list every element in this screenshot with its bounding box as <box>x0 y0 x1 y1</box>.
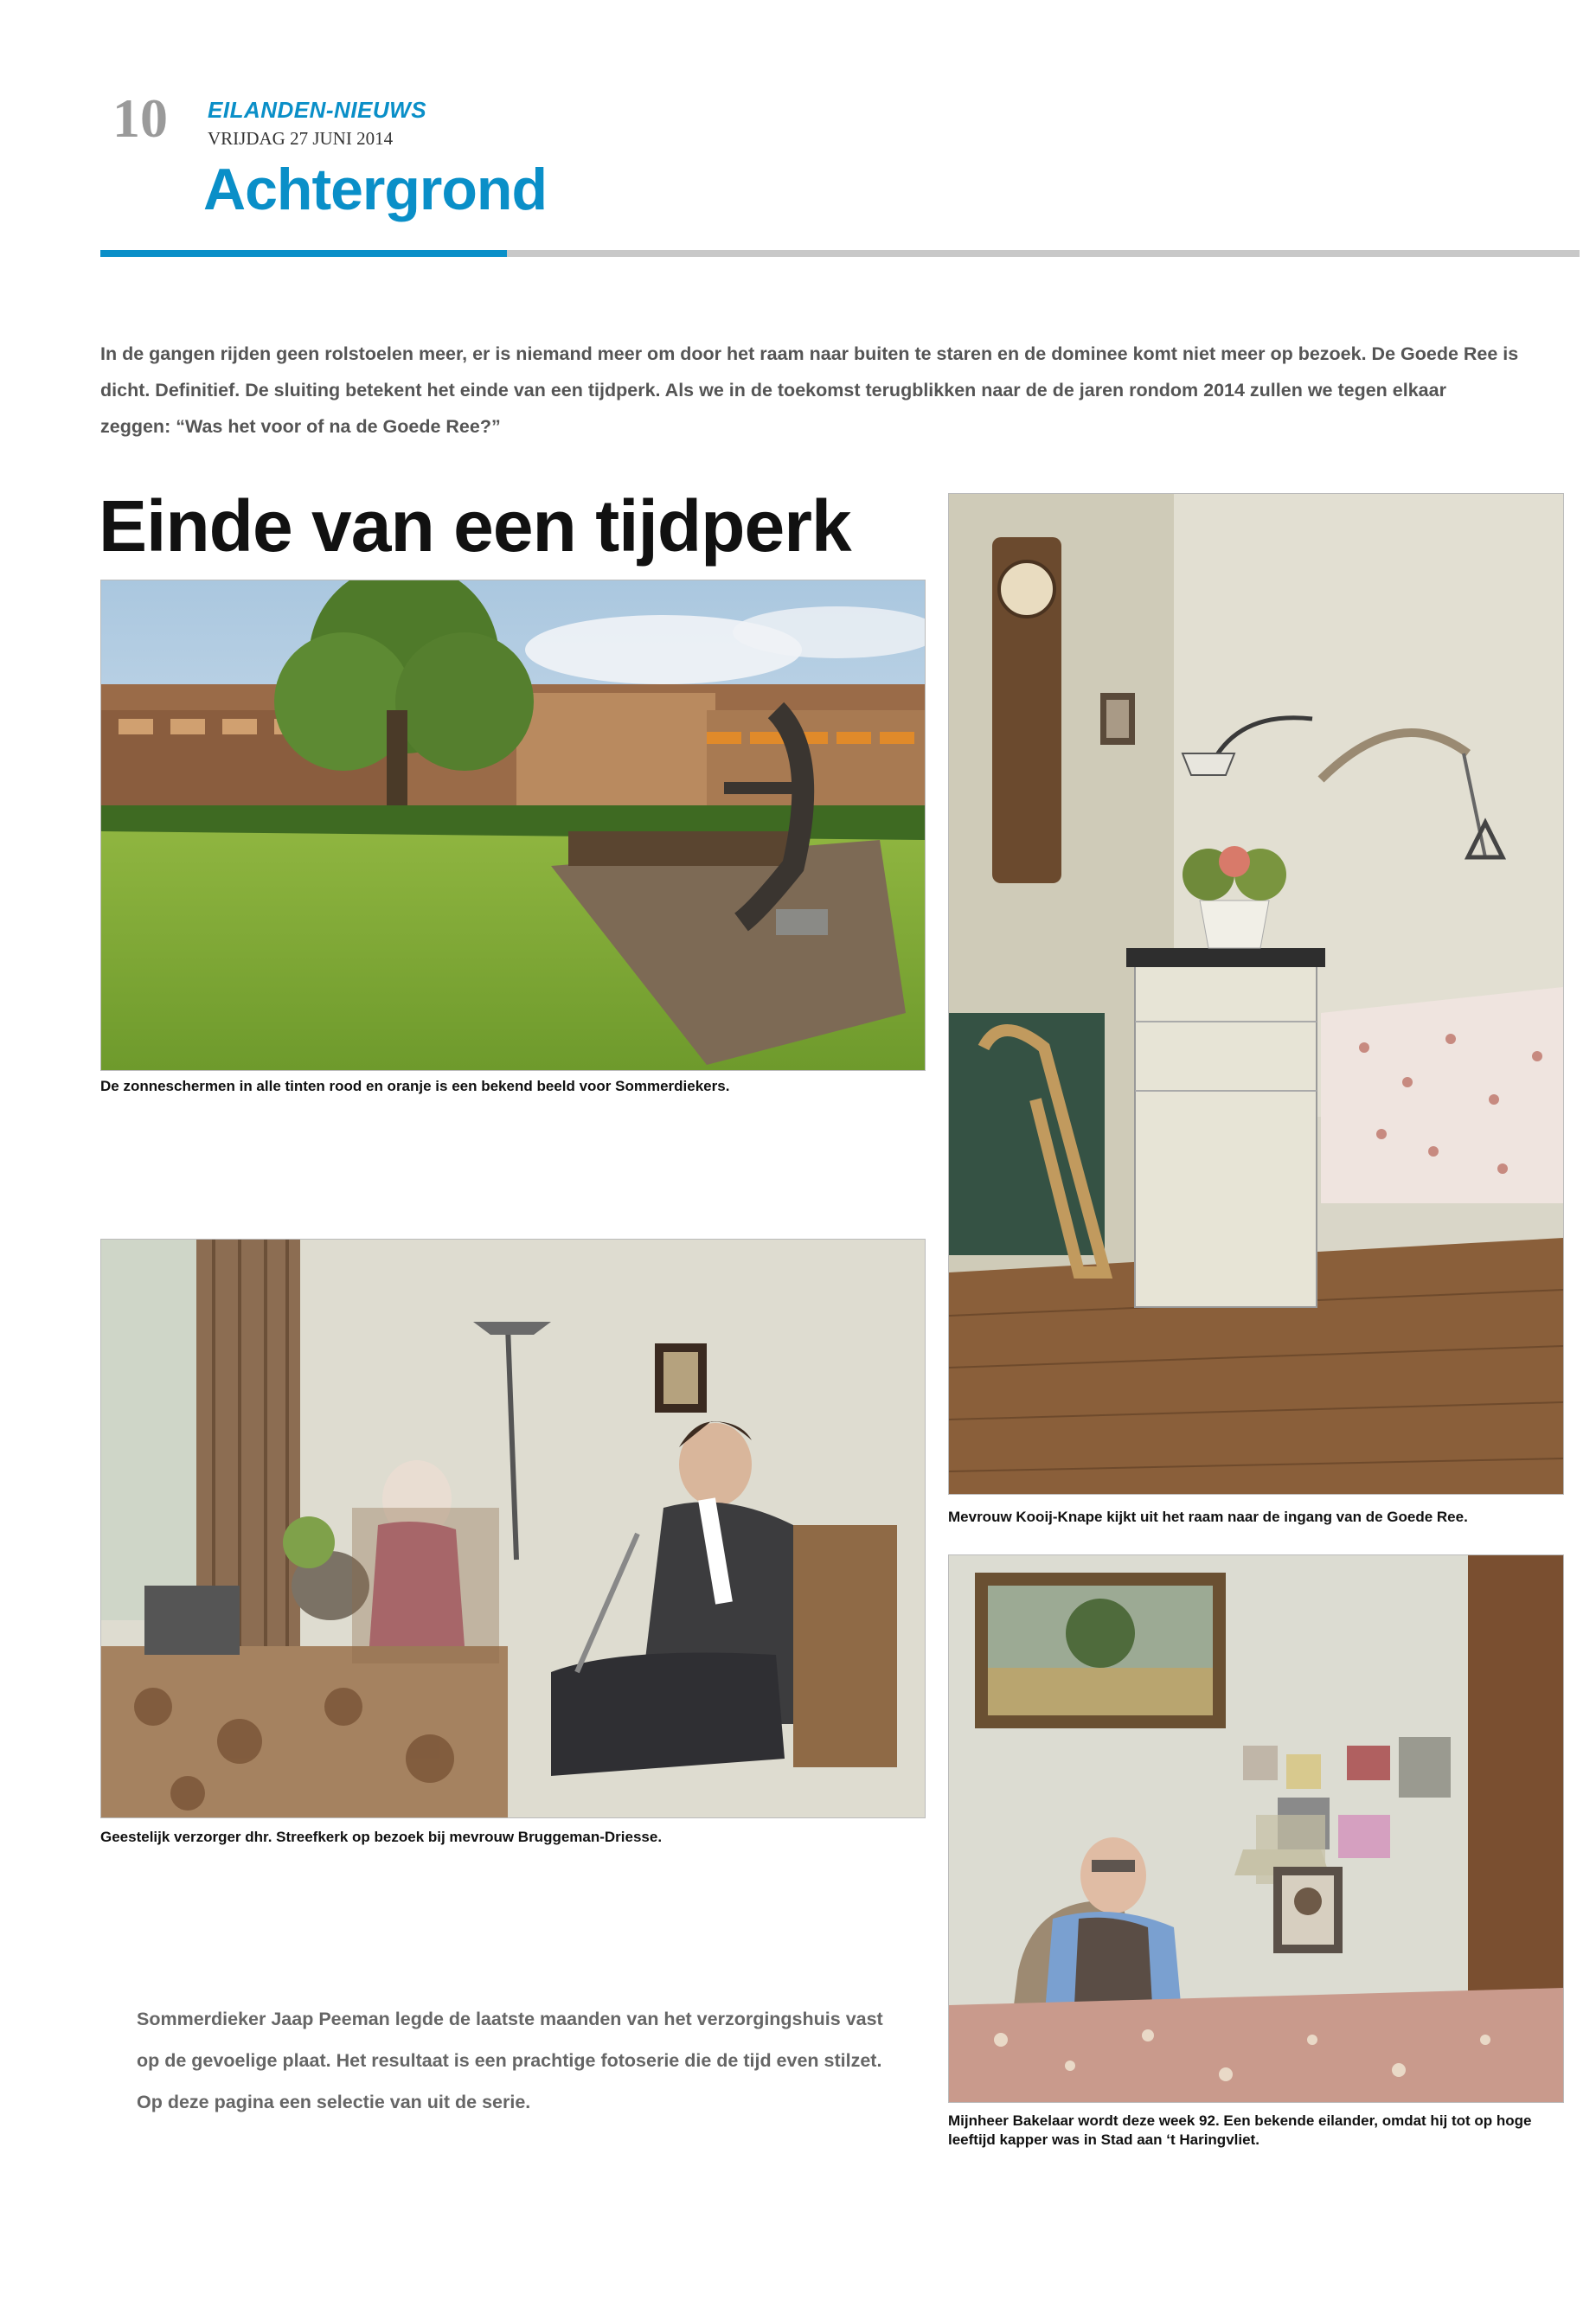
photo-room <box>948 493 1564 1495</box>
section-title: Achtergrond <box>203 157 547 222</box>
masthead-logo: EILANDEN-NIEUWS <box>208 97 427 123</box>
caption-visit: Geestelijk verzorger dhr. Streefkerk op bezoek bij mevrouw Bruggeman-Driesse. <box>100 1829 663 1845</box>
caption-garden: De zonneschermen in alle tinten rood en oranje is een bekend beeld voor Sommerdiekers. <box>100 1078 730 1094</box>
page-number: 10 <box>112 87 168 149</box>
dateline: VRIJDAG 27 JUNI 2014 <box>208 128 394 149</box>
lead-text: Sommerdieker Jaap Peeman legde de laatste maanden van het verzorgingshuis vast op de gevoelige plaat. Het resultaat is een prachtige fotoserie die de tijd even stilzet. Op deze pagina een selectie van uit de serie. <box>137 2009 883 2112</box>
photo-visit <box>100 1239 926 1818</box>
headline: Einde van een tijdperk <box>99 485 851 567</box>
header-rule-accent <box>100 250 507 257</box>
photo-garden <box>100 580 926 1071</box>
photo-portrait <box>948 1554 1564 2103</box>
intro-text: In de gangen rijden geen rolstoelen meer, er is niemand meer om door het raam naar buiten te staren en de dominee komt niet meer op bezoek. De Goede Ree is dicht. Definitief. De sluiting betekent het einde van een tijdperk. Als we in de toekomst terugblikken naar de de jaren rondom 2014 zullen we tegen elkaar zeggen: “Was het voor of na de Goede Ree?” <box>100 343 1519 437</box>
caption-room: Mevrouw Kooij-Knape kijkt uit het raam naar de ingang van de Goede Ree. <box>948 1509 1468 1525</box>
caption-portrait: Mijnheer Bakelaar wordt deze week 92. Een bekende eilander, omdat hij tot op hoge leeftijd kapper was in Stad aan ‘t Haringvliet. <box>948 2112 1532 2148</box>
